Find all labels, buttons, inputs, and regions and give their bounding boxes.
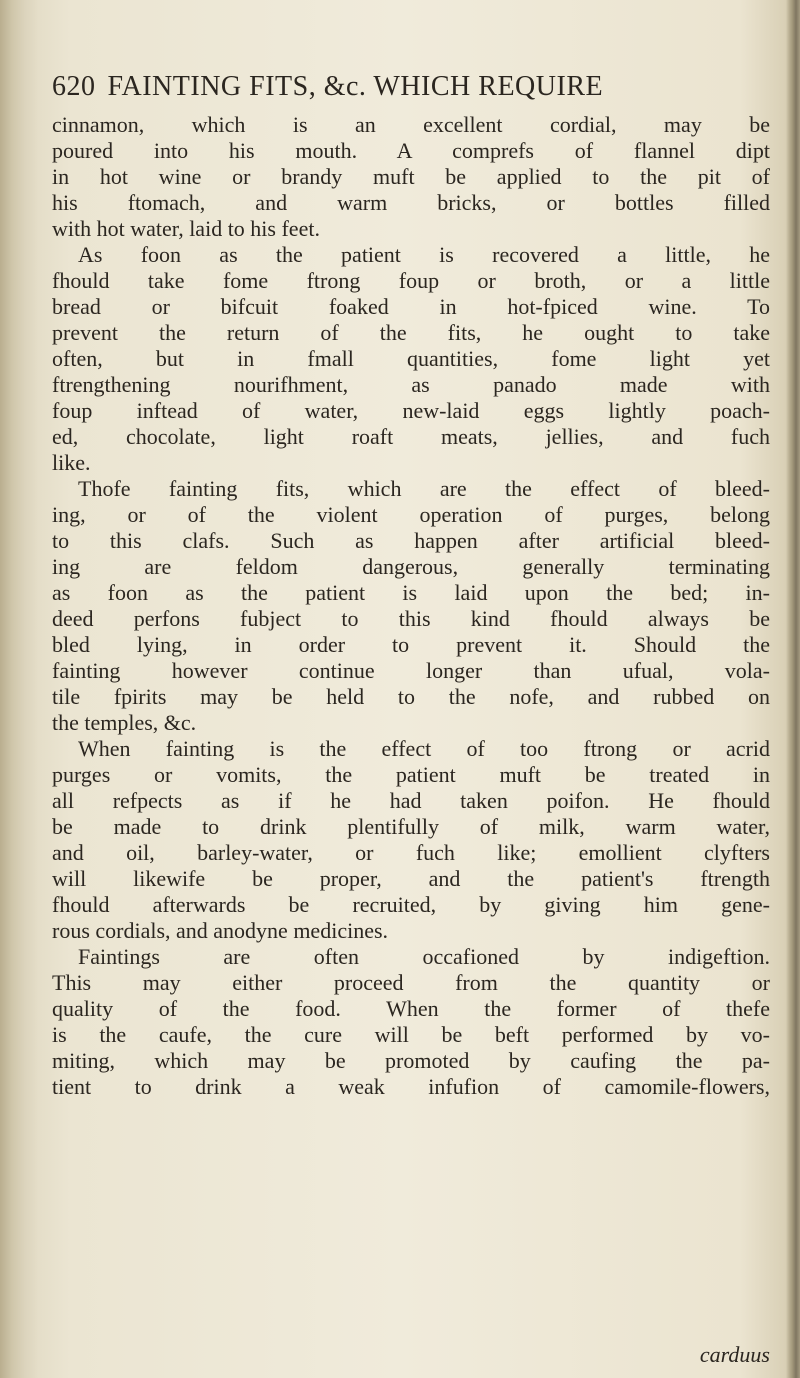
- text-line: tile fpirits may be held to the nofe, and rubbed on: [52, 684, 770, 709]
- text-line: will likewife be proper, and the patient's ftrength: [52, 866, 770, 891]
- text-line: all refpects as if he had taken poifon. He fhould: [52, 788, 770, 813]
- running-title: FAINTING FITS, &c. WHICH REQUIRE: [107, 71, 604, 102]
- text-line: as foon as the patient is laid upon the bed; in-: [52, 580, 770, 605]
- text-line: cinnamon, which is an excellent cordial, may be: [52, 112, 770, 137]
- text-line: This may either proceed from the quantity or: [52, 970, 770, 995]
- text-line: with hot water, laid to his feet.: [52, 216, 320, 241]
- text-line: and oil, barley-water, or fuch like; emollient clyfters: [52, 840, 770, 865]
- text-line: the temples, &c.: [52, 710, 197, 735]
- text-line: ing are feldom dangerous, generally terminating: [52, 554, 770, 579]
- paragraph-start-line: Faintings are often occafioned by indigeftion.: [78, 944, 770, 969]
- text-line: purges or vomits, the patient muft be treated in: [52, 762, 770, 787]
- running-header: [52, 66, 772, 108]
- text-line: be made to drink plentifully of milk, warm water,: [52, 814, 770, 839]
- page-gutter-shadow: [0, 0, 38, 1378]
- text-line: is the caufe, the cure will be beft performed by vo-: [52, 1022, 770, 1047]
- page-edge-shadow: [786, 0, 800, 1378]
- text-line: fhould take fome ftrong foup or broth, or a little: [52, 268, 770, 293]
- paragraph-start-line: When fainting is the effect of too ftrong or acrid: [78, 736, 770, 761]
- paragraph-start-line: As foon as the patient is recovered a little, he: [78, 242, 770, 267]
- text-line: often, but in fmall quantities, fome light yet: [52, 346, 770, 371]
- text-line: fainting however continue longer than ufual, vola-: [52, 658, 770, 683]
- text-line: fhould afterwards be recruited, by giving him gene-: [52, 892, 770, 917]
- text-line: like.: [52, 450, 91, 475]
- text-line: bread or bifcuit foaked in hot-fpiced wine. To: [52, 294, 770, 319]
- text-line: in hot wine or brandy muft be applied to the pit of: [52, 164, 770, 189]
- text-line: poured into his mouth. A comprefs of flannel dipt: [52, 138, 770, 163]
- text-line: ing, or of the violent operation of purges, belong: [52, 502, 770, 527]
- paragraph-start-line: Thofe fainting fits, which are the effect of bleed-: [78, 476, 770, 501]
- text-line: miting, which may be promoted by caufing the pa-: [52, 1048, 770, 1073]
- page-number: 620: [52, 71, 96, 102]
- text-line: foup inftead of water, new-laid eggs lightly poach-: [52, 398, 770, 423]
- text-line: ed, chocolate, light roaft meats, jellies, and fuch: [52, 424, 770, 449]
- catchword: carduus: [699, 1342, 770, 1367]
- text-line: rous cordials, and anodyne medicines.: [52, 918, 389, 943]
- text-line: bled lying, in order to prevent it. Should the: [52, 632, 770, 657]
- text-line: quality of the food. When the former of thefe: [52, 996, 770, 1021]
- text-line: his ftomach, and warm bricks, or bottles filled: [52, 190, 770, 215]
- text-line: deed perfons fubject to this kind fhould always be: [52, 606, 770, 631]
- body-text: [52, 112, 770, 1100]
- text-line: ftrengthening nourifhment, as panado made with: [52, 372, 770, 397]
- text-line: to this clafs. Such as happen after artificial bleed-: [52, 528, 770, 553]
- text-line: tient to drink a weak infufion of camomile-flowers,: [52, 1074, 770, 1099]
- text-line: prevent the return of the fits, he ought to take: [52, 320, 770, 345]
